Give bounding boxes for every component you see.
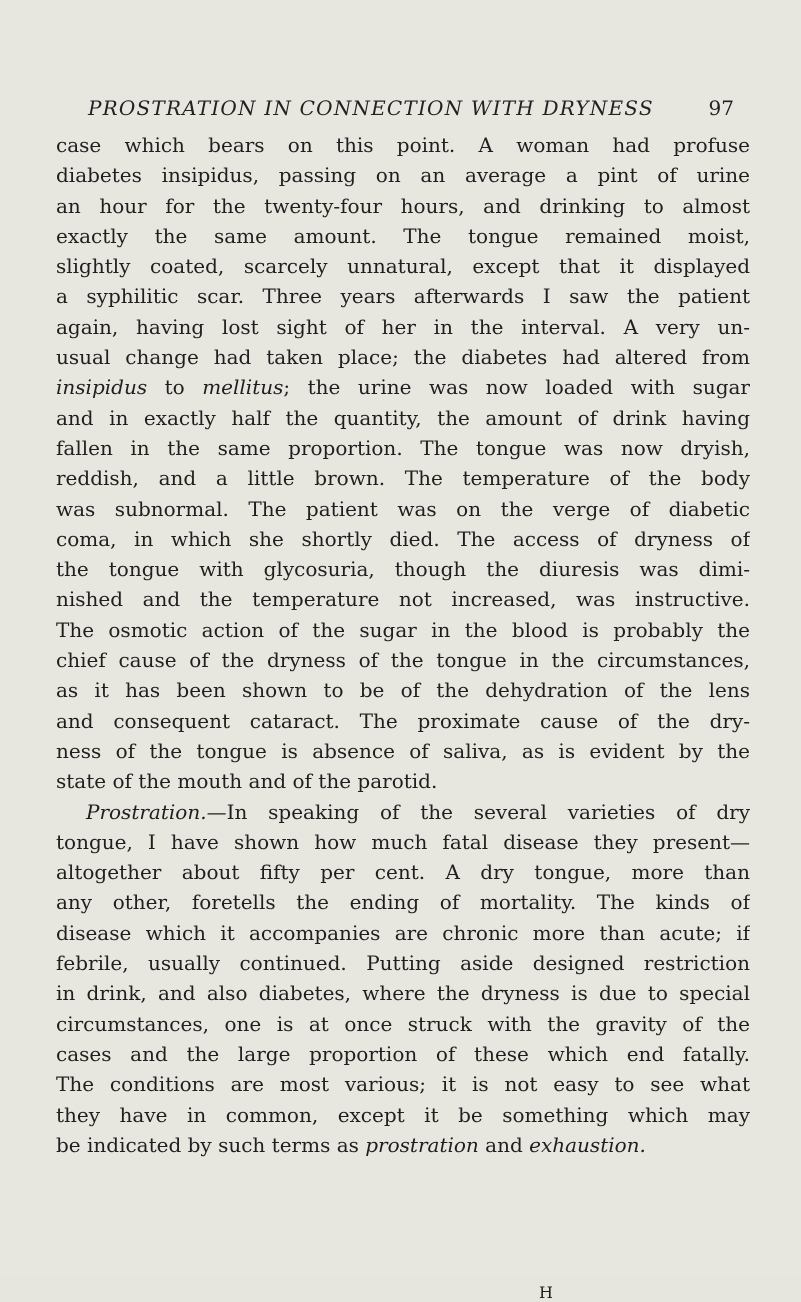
text-segment: reddish, and a little brown. The temperature of the body xyxy=(56,466,750,491)
text-segment: altogether about fifty per cent. A dry tongue, more than xyxy=(56,860,750,885)
text-segment: diabetes insipidus, passing on an average a pint of urine xyxy=(56,163,750,188)
italic-text: exhaustion. xyxy=(529,1132,646,1157)
italic-text: Prostration. xyxy=(86,799,207,824)
text-segment: an hour for the twenty-four hours, and drinking to almost xyxy=(56,193,750,218)
italic-text: mellitus xyxy=(202,375,284,400)
text-line xyxy=(56,524,750,554)
text-line xyxy=(56,978,750,1008)
text-line xyxy=(56,160,750,190)
text-segment: again, having lost sight of her in the interval. A very un- xyxy=(56,314,750,339)
text-segment: fallen in the same proportion. The tongue was now dryish, xyxy=(56,435,750,460)
text-segment: and in exactly half the quantity, the amount of drink having xyxy=(56,405,750,430)
text-segment: febrile, usually continued. Putting aside designed restriction xyxy=(56,951,750,976)
text-line xyxy=(56,827,750,857)
text-segment: and xyxy=(478,1132,530,1157)
text-segment: The conditions are most various; it is not easy to see what xyxy=(56,1072,750,1097)
text-segment: The osmotic action of the sugar in the blood is probably the xyxy=(56,617,750,642)
running-title: PROSTRATION IN CONNECTION WITH DRYNESS xyxy=(88,96,654,120)
text-line xyxy=(56,403,750,433)
text-line xyxy=(56,281,750,311)
text-segment: —In speaking of the several varieties of dry xyxy=(206,799,750,824)
text-line xyxy=(56,463,750,493)
text-segment: nished and the temperature not increased, was instructive. xyxy=(56,587,750,612)
text-line xyxy=(56,1100,750,1130)
text-line xyxy=(56,887,750,917)
text-segment: circumstances, one is at once struck with the gravity of the xyxy=(56,1011,750,1036)
text-line xyxy=(56,918,750,948)
text-line xyxy=(56,948,750,978)
text-line xyxy=(56,1009,750,1039)
text-segment: chief cause of the dryness of the tongue in the circumstances, xyxy=(56,648,750,673)
text-segment: exactly the same amount. The tongue remained moist, xyxy=(56,223,750,248)
text-segment: ; the urine was now loaded with sugar xyxy=(283,375,750,400)
text-line xyxy=(56,584,750,614)
text-segment: disease which it accompanies are chronic more than acute; if xyxy=(56,920,750,945)
text-line xyxy=(56,130,750,160)
text-line xyxy=(56,645,750,675)
text-line xyxy=(56,1069,750,1099)
text-line xyxy=(56,191,750,221)
text-segment: slightly coated, scarcely unnatural, except that it displayed xyxy=(56,254,750,279)
text-line xyxy=(56,433,750,463)
text-line xyxy=(56,675,750,705)
text-line xyxy=(56,736,750,766)
text-line xyxy=(56,221,750,251)
text-segment: coma, in which she shortly died. The access of dryness of xyxy=(56,526,750,551)
text-segment: was subnormal. The patient was on the verge of diabetic xyxy=(56,496,750,521)
text-line xyxy=(56,372,750,402)
body-text xyxy=(56,130,750,1302)
text-line xyxy=(56,494,750,524)
text-segment: state of the mouth and of the parotid. xyxy=(56,769,438,794)
text-segment: any other, foretells the ending of mortality. The kinds of xyxy=(56,890,750,915)
text-segment: the tongue with glycosuria, though the diuresis was dimi- xyxy=(56,557,750,582)
text-segment: a syphilitic scar. Three years afterwards I saw the patient xyxy=(56,284,750,309)
page-number: 97 xyxy=(708,96,734,120)
text-segment: usual change had taken place; the diabetes had altered from xyxy=(56,345,750,370)
text-segment: and consequent cataract. The proximate cause of the dry- xyxy=(56,708,750,733)
text-line xyxy=(56,1130,750,1160)
text-segment: case which bears on this point. A woman had profuse xyxy=(56,133,750,157)
running-header xyxy=(88,96,734,120)
text-line xyxy=(56,766,750,796)
text-line xyxy=(56,797,750,827)
text-segment: tongue, I have shown how much fatal disease they present— xyxy=(56,829,750,854)
text-line xyxy=(56,1039,750,1069)
signature-mark: H xyxy=(539,1283,553,1302)
italic-text: prostration xyxy=(365,1132,479,1157)
italic-text: insipidus xyxy=(56,375,148,400)
text-segment: ness of the tongue is absence of saliva, as is evident by the xyxy=(56,738,750,763)
text-line xyxy=(56,251,750,281)
text-line xyxy=(56,706,750,736)
text-segment: as it has been shown to be of the dehydration of the lens xyxy=(56,678,750,703)
text-line xyxy=(56,615,750,645)
text-segment: cases and the large proportion of these which end fatally. xyxy=(56,1041,750,1066)
text-line xyxy=(56,857,750,887)
text-line xyxy=(56,312,750,342)
text-segment: they have in common, except it be something which may xyxy=(56,1102,750,1127)
text-segment: be indicated by such terms as xyxy=(56,1132,366,1157)
text-line xyxy=(56,342,750,372)
text-segment: to xyxy=(147,375,203,400)
text-segment: in drink, and also diabetes, where the dryness is due to special xyxy=(56,981,750,1006)
text-line xyxy=(56,554,750,584)
